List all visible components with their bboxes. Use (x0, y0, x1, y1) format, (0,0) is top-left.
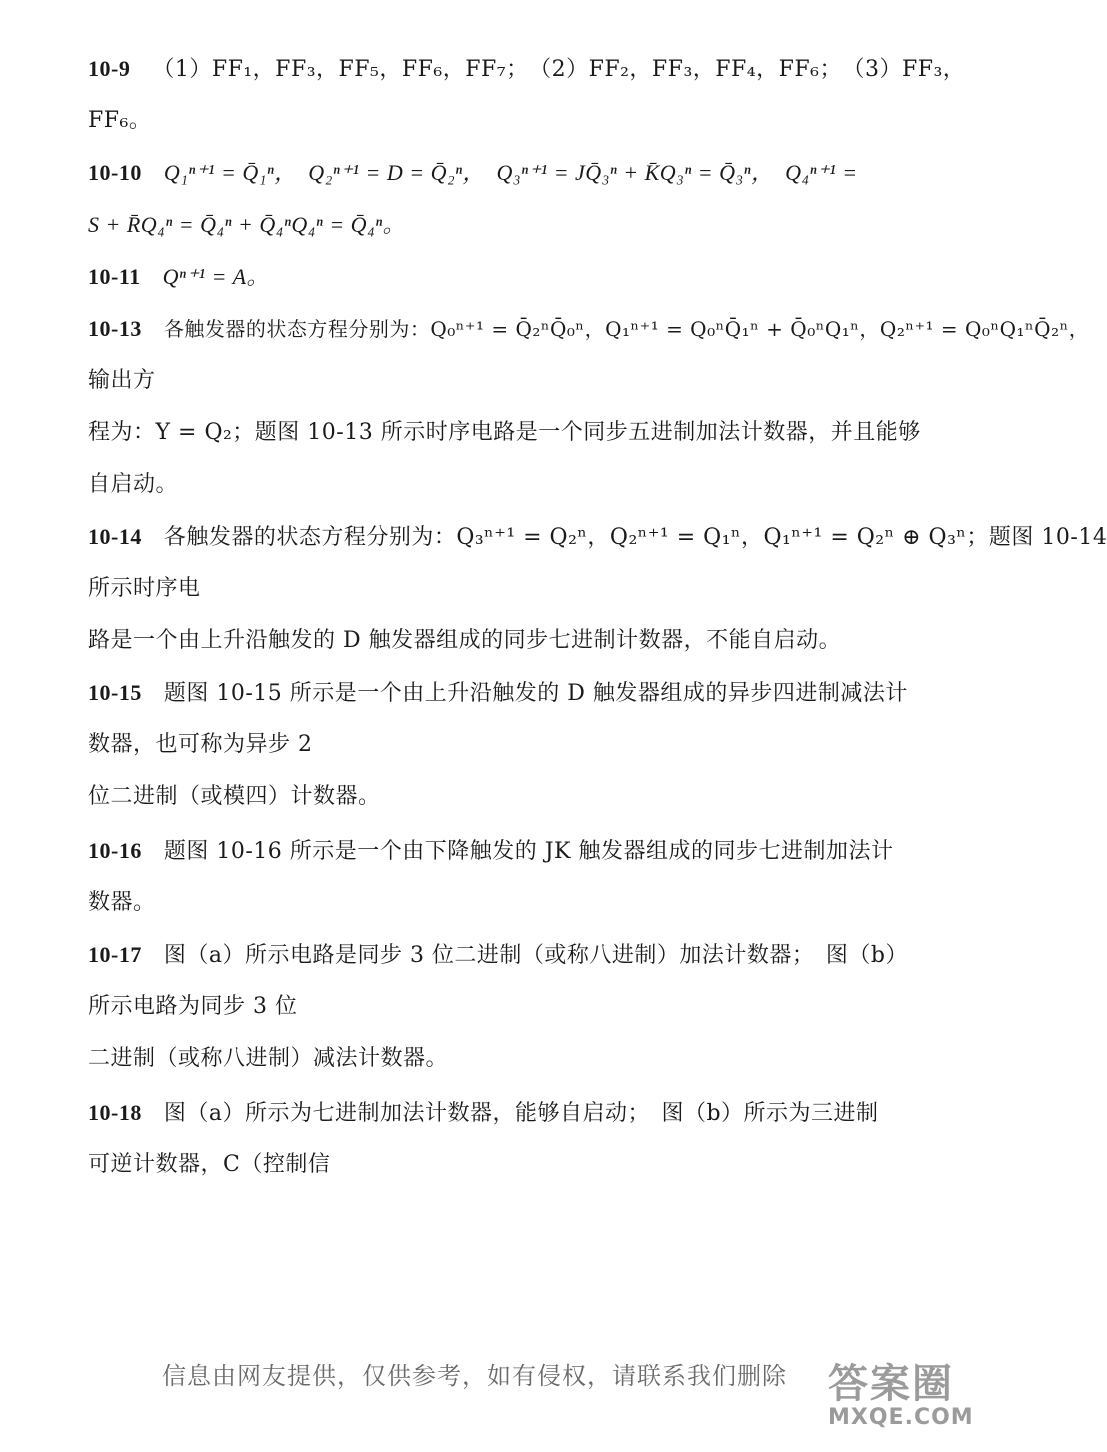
item-10-9-line-2 (88, 106, 151, 136)
item-10-13-line-3 (88, 418, 921, 448)
item-number: 10-10 (88, 160, 142, 185)
item-text: （1）FF₁，FF₃，FF₅，FF₆，FF₇； （2）FF₂，FF₃，FF₄，FF₆； （3）FF₃， (152, 57, 966, 82)
item-text: 所示电路为同步 3 位 (88, 994, 298, 1019)
item-10-18-line-1 (88, 1098, 879, 1129)
item-text: 可逆计数器，C（控制信 (88, 1152, 331, 1177)
item-text: 输出方 (88, 368, 156, 393)
item-10-14-line-1 (88, 522, 1107, 553)
watermark-logo-text: 答案圈 (828, 1361, 954, 1407)
item-10-17-line-3 (88, 1044, 448, 1074)
item-text: 数器。 (88, 890, 156, 915)
item-text: 路是一个由上升沿触发的 D 触发器组成的同步七进制计数器，不能自启动。 (88, 628, 842, 653)
item-10-16-line-2 (88, 888, 156, 918)
disclaimer-footer: 信息由网友提供，仅供参考，如有侵权，请联系我们删除 (162, 1362, 787, 1390)
item-10-18-line-2 (88, 1150, 330, 1180)
item-text: 图（a）所示为七进制加法计数器，能够自启动； 图（b）所示为三进制 (163, 1101, 879, 1126)
item-10-13-line-1 (88, 314, 1089, 345)
item-text: 题图 10-16 所示是一个由下降触发的 JK 触发器组成的同步七进制加法计 (163, 839, 894, 864)
item-10-15-line-2 (88, 730, 313, 760)
item-text: 程为：Y = Q₂；题图 10-13 所示时序电路是一个同步五进制加法计数器，并且能够 (88, 420, 921, 445)
item-number: 10-18 (88, 1100, 142, 1125)
item-text: 数器，也可称为异步 2 (88, 732, 313, 757)
watermark-site-text: MXQE.COM (828, 1405, 974, 1430)
item-number: 10-14 (88, 524, 142, 549)
item-text: 所示时序电 (88, 576, 201, 601)
item-number: 10-16 (88, 838, 142, 863)
item-10-16-line-1 (88, 836, 893, 867)
item-text: FF₆。 (88, 108, 152, 133)
item-number: 10-13 (88, 316, 142, 341)
item-number: 10-9 (88, 56, 131, 81)
item-10-15-line-3 (88, 782, 381, 812)
item-10-15-line-1 (88, 678, 908, 709)
item-10-14-line-2 (88, 574, 201, 604)
item-number: 10-17 (88, 942, 142, 967)
site-watermark (828, 1352, 988, 1442)
item-10-9-line-1 (88, 54, 965, 85)
item-text: 各触发器的状态方程分别为：Q₀ⁿ⁺¹ = Q̄₂ⁿQ̄₀ⁿ，Q₁ⁿ⁺¹ = Q₀ⁿQ̄₁ⁿ + Q̄₀ⁿQ₁ⁿ，Q₂ⁿ⁺¹ = Q₀ⁿQ₁ⁿQ̄₂ⁿ， (163, 317, 1090, 341)
item-10-11-line-1 (88, 262, 269, 293)
equation-text: Q₁ⁿ⁺¹ = Q̄₁ⁿ， Q₂ⁿ⁺¹ = D = Q̄₂ⁿ， Q₃ⁿ⁺¹ = JQ̄₃ⁿ + K̄Q₃ⁿ = Q̄₃ⁿ， Q₄ⁿ⁺¹ = (163, 160, 858, 185)
item-10-14-line-3 (88, 626, 841, 656)
item-text: 位二进制（或模四）计数器。 (88, 784, 381, 809)
item-10-17-line-1 (88, 940, 908, 971)
item-10-10-line-2 (88, 210, 405, 241)
item-text: 图（a）所示电路是同步 3 位二进制（或称八进制）加法计数器； 图（b） (163, 943, 909, 968)
equation-text: Qⁿ⁺¹ = A。 (162, 264, 270, 289)
item-10-13-line-2 (88, 366, 156, 396)
item-text: 题图 10-15 所示是一个由上升沿触发的 D 触发器组成的异步四进制减法计 (163, 681, 908, 706)
item-text: 二进制（或称八进制）减法计数器。 (88, 1046, 449, 1071)
item-10-10-line-1 (88, 158, 858, 189)
item-10-13-line-4 (88, 470, 178, 500)
item-text: 自启动。 (88, 472, 179, 497)
item-number: 10-15 (88, 680, 142, 705)
item-10-17-line-2 (88, 992, 297, 1022)
item-number: 10-11 (88, 264, 141, 289)
equation-text: S + R̄Q₄ⁿ = Q̄₄ⁿ + Q̄₄ⁿQ₄ⁿ = Q̄₄ⁿ。 (88, 212, 406, 237)
item-text: 各触发器的状态方程分别为：Q₃ⁿ⁺¹ = Q₂ⁿ，Q₂ⁿ⁺¹ = Q₁ⁿ，Q₁ⁿ⁺¹ = Q₂ⁿ ⊕ Q₃ⁿ；题图 10-14 (163, 525, 1107, 550)
